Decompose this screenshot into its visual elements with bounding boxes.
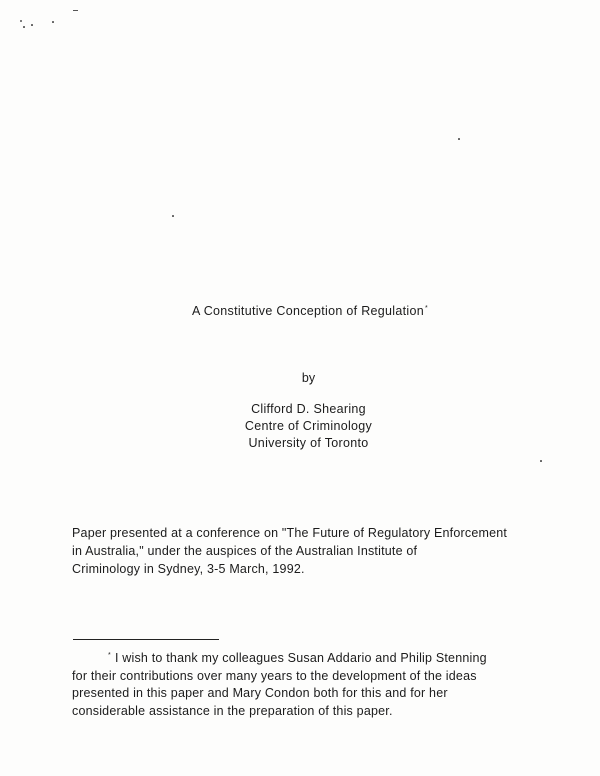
- author-affiliation: Centre of Criminology: [244, 419, 373, 433]
- paper-title-text: A Constitutive Conception of Regulation: [191, 304, 424, 318]
- scan-speck: [52, 21, 54, 23]
- scan-speck: [23, 26, 25, 28]
- footnote-line: [72, 647, 572, 668]
- footnote-line: presented in this paper and Mary Condon both for this and for her: [72, 686, 448, 701]
- title-footnote-marker: *: [424, 304, 428, 312]
- footnote-line: considerable assistance in the preparation of this paper.: [72, 703, 393, 718]
- footnote: [72, 647, 572, 720]
- footnote-line-text: I wish to thank my colleagues Susan Addario and Philip Stenning: [114, 651, 487, 666]
- scan-speck: [20, 20, 22, 22]
- author-block: [0, 401, 600, 452]
- presentation-note: [72, 524, 572, 578]
- presentation-note-line: Paper presented at a conference on "The Future of Regulatory Enforcement: [72, 526, 508, 540]
- footnote-marker: *: [108, 652, 111, 659]
- presentation-note-line: Criminology in Sydney, 3-5 March, 1992.: [72, 562, 305, 576]
- footnote-divider: [73, 639, 219, 640]
- author-institution: University of Toronto: [248, 436, 369, 450]
- byline: by: [301, 371, 316, 385]
- scan-speck: [458, 138, 460, 140]
- scan-speck: [540, 460, 542, 462]
- author-name: Clifford D. Shearing: [251, 402, 366, 416]
- scan-speck: [31, 24, 33, 26]
- footnote-line: for their contributions over many years to the development of the ideas: [72, 668, 477, 683]
- paper-title: [0, 304, 600, 318]
- scan-speck: [172, 215, 174, 217]
- presentation-note-line: in Australia," under the auspices of the Australian Institute of: [72, 544, 418, 558]
- scan-speck: [73, 10, 78, 11]
